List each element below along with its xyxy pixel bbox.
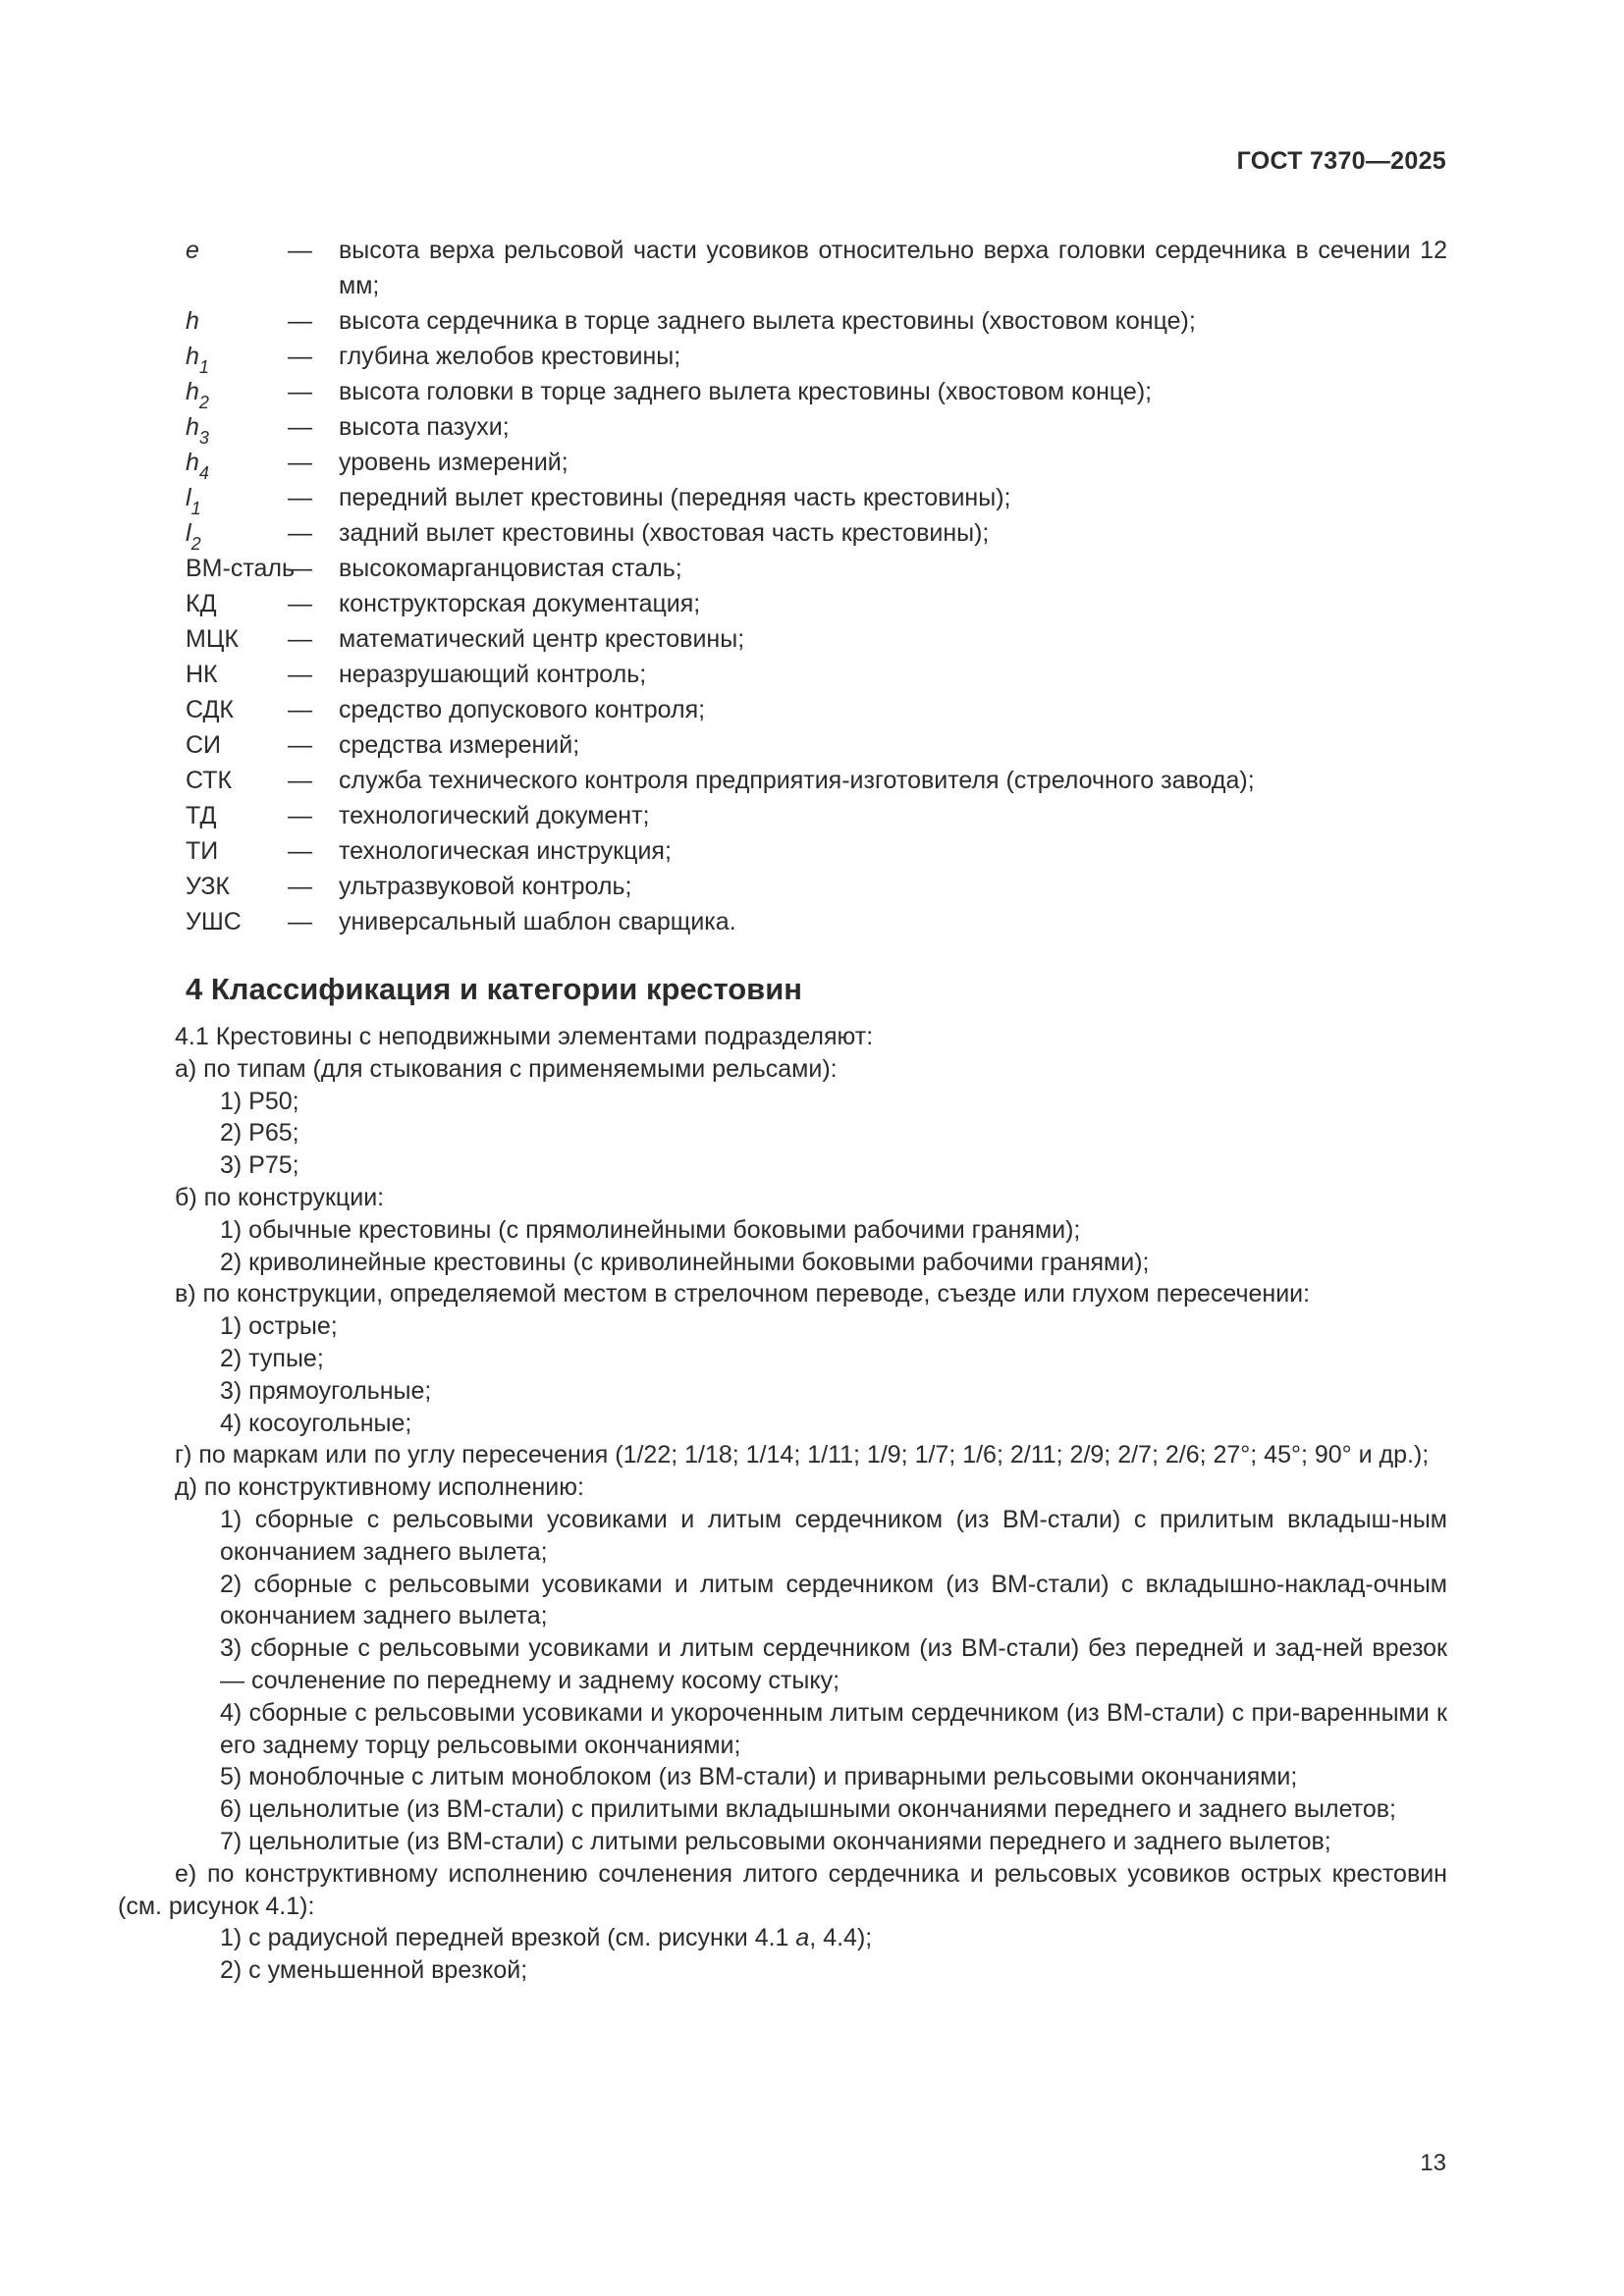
sub-list-item: 3) прямоугольные; (220, 1376, 432, 1405)
abbreviation-definition: высота пазухи; (339, 413, 510, 441)
abbreviation-definition: уровень измерений; (339, 449, 568, 476)
section-body (118, 1021, 1447, 1987)
abbreviation-row: $h_1$ — глубина желобов крестовины; (186, 339, 1447, 374)
abbreviation-row: УШС — универсальный шаблон сварщика. (186, 904, 1447, 939)
abbreviation-term: МЦК (186, 625, 239, 653)
page-number: 13 (1420, 2150, 1446, 2176)
abbreviation-definition: ультразвуковой контроль; (339, 873, 632, 900)
list-item-b: б) по конструкции: (175, 1183, 385, 1211)
sub-list-item: 3) сборные с рельсовыми усовиками и литым сердечником (из ВМ-стали) без передней и зад-ней врезок — сочленение по переднему и заднему косому стыку; (220, 1634, 1447, 1694)
abbreviation-definition: передний вылет крестовины (передняя часть крестовины); (339, 484, 1011, 511)
sub-list-item: 2) криволинейные крестовины (с криволинейными боковыми рабочими гранями); (220, 1248, 1150, 1276)
abbreviation-row: ТИ — технологическая инструкция; (186, 833, 1447, 869)
paragraph: 4.1 Крестовины с неподвижными элементами подразделяют: (175, 1023, 874, 1050)
abbreviation-definition: неразрушающий контроль; (339, 661, 647, 688)
abbreviation-term: СТК (186, 767, 233, 794)
sub-list-item: 4) сборные с рельсовыми усовиками и укороченным литым сердечником (из ВМ-стали) с при-варенными к его заднему торцу рельсовыми окончаниями; (220, 1698, 1447, 1759)
abbreviation-term: e (186, 237, 199, 264)
abbreviation-row: УЗК — ультразвуковой контроль; (186, 869, 1447, 904)
abbreviation-term: НК (186, 661, 218, 688)
document-header-code: ГОСТ 7370—2025 (1236, 147, 1446, 175)
abbreviation-definition: средства измерений; (339, 731, 580, 759)
abbreviation-row: СТК — служба технического контроля предприятия-изготовителя (стрелочного завода); (186, 763, 1447, 798)
sub-list-item: 7) цельнолитые (из ВМ-стали) с литыми рельсовыми окончаниями переднего и заднего вылетов; (220, 1827, 1331, 1855)
abbreviation-row: h — высота сердечника в торце заднего вылета крестовины (хвостовом конце); (186, 303, 1447, 339)
abbreviation-definition: высота сердечника в торце заднего вылета крестовины (хвостовом конце); (339, 307, 1196, 335)
abbreviation-term: ТИ (186, 837, 219, 865)
sub-list-item: 1) с радиусной передней врезкой (см. рисунки 4.1 а, 4.4); (220, 1924, 873, 1952)
abbreviation-definition: конструкторская документация; (339, 590, 701, 617)
abbreviation-row: $h_3$ — высота пазухи; (186, 409, 1447, 445)
abbreviation-definition: служба технического контроля предприятия-изготовителя (стрелочного завода); (339, 767, 1255, 794)
abbreviation-term: ВМ-сталь (186, 555, 296, 582)
abbreviation-row: КД — конструкторская документация; (186, 586, 1447, 621)
abbreviation-term: УШС (186, 908, 242, 935)
section-heading: 4 Классификация и категории крестовин (186, 972, 803, 1006)
abbreviation-term: СДК (186, 696, 234, 723)
sub-list-item: 3) Р75; (220, 1151, 299, 1180)
abbreviation-row: МЦК — математический центр крестовины; (186, 621, 1447, 657)
abbreviation-term: СИ (186, 731, 222, 759)
abbreviation-term: $h_4$ (186, 449, 209, 483)
sub-list-item: 2) Р65; (220, 1119, 299, 1148)
abbreviation-term: КД (186, 590, 217, 617)
abbreviation-definition: технологическая инструкция; (339, 837, 672, 865)
list-item-a: а) по типам (для стыкования с применяемыми рельсами): (175, 1054, 838, 1083)
abbreviation-row: e — высота верха рельсовой части усовиков относительно верха головки сердечника в сечении 12 мм; (186, 233, 1447, 303)
abbreviation-row: СДК — средство допускового контроля; (186, 692, 1447, 727)
list-item-g: г) по маркам или по углу пересечения (1/22; 1/18; 1/14; 1/11; 1/9; 1/7; 1/6; 2/11; 2/9; 2/7; 2/6; 27°; 45°; 90° и др.); (175, 1441, 1430, 1469)
abbreviations-list (186, 233, 1447, 939)
abbreviation-term: $l_2$ (186, 519, 201, 554)
abbreviation-row: ВМ-сталь — высокомарганцовистая сталь; (186, 551, 1447, 586)
abbreviation-term: $h_2$ (186, 378, 209, 412)
abbreviation-definition: средство допускового контроля; (339, 696, 706, 723)
abbreviation-term: ТД (186, 802, 217, 829)
abbreviation-row: $l_2$ — задний вылет крестовины (хвостовая часть крестовины); (186, 515, 1447, 551)
sub-list-item: 4) косоугольные; (220, 1409, 412, 1437)
abbreviation-definition: высота верха рельсовой части усовиков относительно верха головки сердечника в сечении 12 мм; (339, 237, 1447, 299)
sub-list-item: 1) острые; (220, 1312, 338, 1341)
sub-list-item: 2) с уменьшенной врезкой; (220, 1956, 528, 1985)
list-item-e: е) по конструктивному исполнению сочленения литого сердечника и рельсовых усовиков острых крестовин (см. рисунок 4.1): (118, 1859, 1447, 1920)
sub-list-item: 1) обычные крестовины (с прямолинейными боковыми рабочими гранями); (220, 1215, 1081, 1244)
abbreviation-term: $h_3$ (186, 413, 209, 448)
list-item-d: д) по конструктивному исполнению: (175, 1473, 584, 1502)
sub-list-item: 6) цельнолитые (из ВМ-стали) с прилитыми вкладышными окончаниями переднего и заднего вылетов; (220, 1795, 1396, 1824)
abbreviation-term: $h_1$ (186, 343, 209, 377)
abbreviation-definition: универсальный шаблон сварщика. (339, 908, 736, 935)
abbreviation-definition: математический центр крестовины; (339, 625, 745, 653)
abbreviation-term: УЗК (186, 873, 230, 900)
abbreviation-definition: технологический документ; (339, 802, 650, 829)
list-item-v: в) по конструкции, определяемой местом в стрелочном переводе, съезде или глухом пересечении: (175, 1280, 1311, 1308)
abbreviation-definition: высокомарганцовистая сталь; (339, 555, 682, 582)
sub-list-item: 2) сборные с рельсовыми усовиками и литым сердечником (из ВМ-стали) с вкладышно-наклад-очным окончанием заднего вылета; (220, 1570, 1447, 1630)
sub-list-item: 5) моноблочные с литым моноблоком (из ВМ-стали) и приварными рельсовыми окончаниями; (220, 1763, 1298, 1791)
abbreviation-row: СИ — средства измерений; (186, 727, 1447, 763)
abbreviation-definition: высота головки в торце заднего вылета крестовины (хвостовом конце); (339, 378, 1153, 405)
abbreviation-row: $h_2$ — высота головки в торце заднего вылета крестовины (хвостовом конце); (186, 374, 1447, 409)
abbreviation-definition: задний вылет крестовины (хвостовая часть крестовины); (339, 519, 990, 547)
abbreviation-term: h (186, 307, 199, 335)
abbreviation-row: $l_1$ — передний вылет крестовины (передняя часть крестовины); (186, 480, 1447, 515)
abbreviation-row: ТД — технологический документ; (186, 798, 1447, 833)
sub-list-item: 1) Р50; (220, 1087, 299, 1115)
abbreviation-term: $l_1$ (186, 484, 201, 518)
abbreviation-row: НК — неразрушающий контроль; (186, 657, 1447, 692)
sub-list-item: 2) тупые; (220, 1344, 324, 1372)
abbreviation-definition: глубина желобов крестовины; (339, 343, 681, 370)
abbreviation-row: $h_4$ — уровень измерений; (186, 445, 1447, 480)
sub-list-item: 1) сборные с рельсовыми усовиками и литым сердечником (из ВМ-стали) с прилитым вкладыш-ным окончанием заднего вылета; (220, 1505, 1447, 1566)
